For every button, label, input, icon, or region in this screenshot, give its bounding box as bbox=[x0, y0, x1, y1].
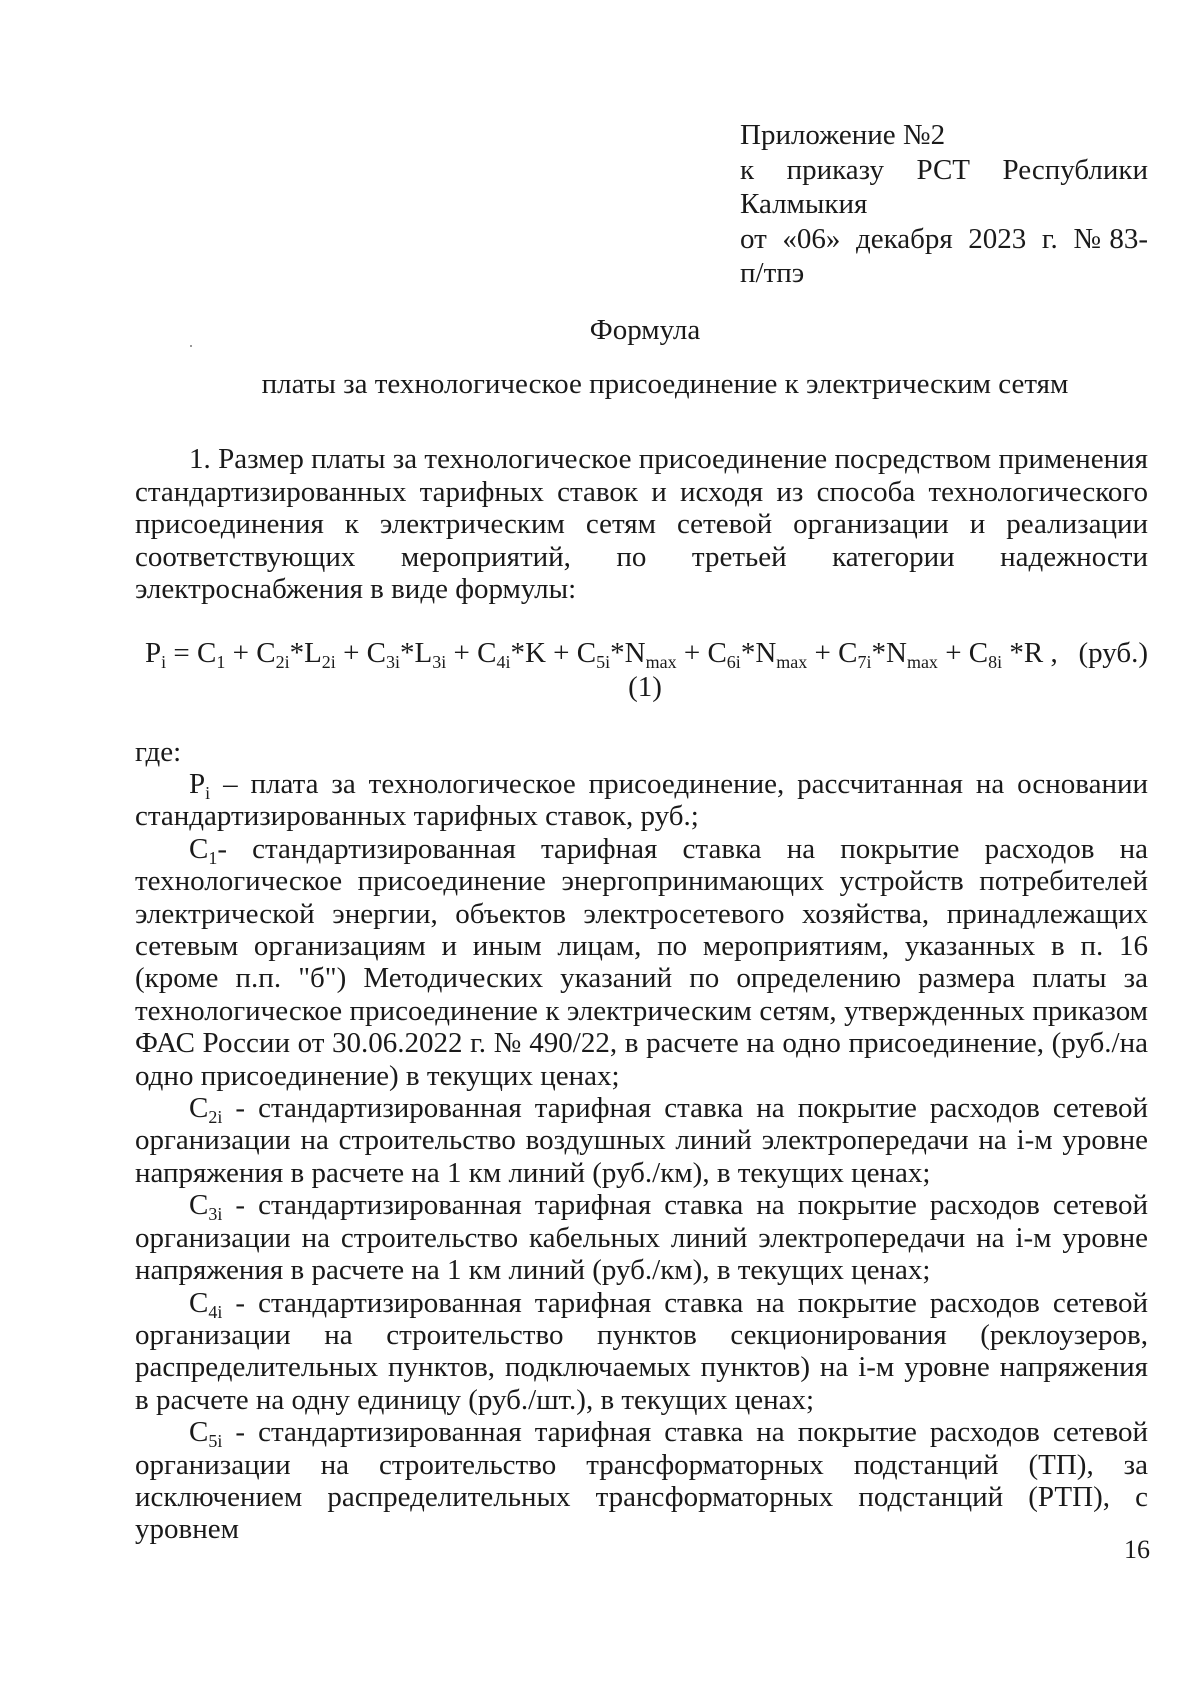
appendix-header bbox=[740, 118, 1148, 291]
document-title: Формула bbox=[589, 314, 701, 346]
definition-item: $C_1-$ стандартизированная тарифная ставка на покрытие расходов на технологическое присоединение энергопринимающих устройств потребителей электрической энергии, объектов электросетевого хозяйства, принадлежащих сетевым организациям и иным лицам, по мероприятиям, указанных в п. 16 (кроме п.п. "б") Методических указаний по определению размера платы за технологическое присоединение к электрическим сетям, утвержденных приказом ФАС России от 30.06.2022 г. № 490/22, в расчете на одно присоединение, (руб./на одно присоединение) в текущих ценах; bbox=[135, 832, 1148, 1092]
order-date-line: от «06» декабря 2023 г. №83- bbox=[740, 222, 1148, 255]
definitions-list bbox=[135, 768, 1148, 1546]
where-label: где: bbox=[135, 736, 182, 768]
intro-section bbox=[135, 443, 1148, 606]
document-subtitle: платы за технологическое присоединение к электрическим сетям bbox=[261, 368, 1069, 400]
formula-number: (1) bbox=[628, 671, 662, 703]
definition-item: $C_{2i}$ - стандартизированная тарифная ставка на покрытие расходов сетевой организации на строительство воздушных линий электропередачи на i-м уровне напряжения в расчете на 1 км линий (руб./км), в текущих ценах; bbox=[135, 1092, 1148, 1189]
formula-unit: (руб.) bbox=[1078, 637, 1148, 669]
formula-expression: $P_i = C_1 + C_{2i}*L_{2i} + C_{3i}*L_{3i} + C_{4i}*K + C_{5i}*N_{max} + C_{6i}*N_{max} + C_{7i}*N_{max} + C_{8i}$ *R , bbox=[145, 637, 1058, 672]
appendix-number: Приложение №2 bbox=[740, 119, 946, 151]
order-suffix-line: п/тпэ bbox=[740, 257, 805, 289]
definition-item: $C_{4i}$ - стандартизированная тарифная ставка на покрытие расходов сетевой организации на строительство пунктов секционирования (реклоузеров, распределительных пунктов, подключаемых пунктов) на i-м уровне напряжения в расчете на одну единицу (руб./шт.), в текущих ценах; bbox=[135, 1286, 1148, 1416]
intro-paragraph: 1. Размер платы за технологическое присоединение посредством применения стандартизированных тарифных ставок и исходя из способа технологического присоединения к электрическим сетям сетевой организации и реализации соответствующих мероприятий, по третьей категории надежности электроснабжения в виде формулы: bbox=[135, 443, 1148, 605]
order-region-line: Калмыкия bbox=[740, 188, 868, 220]
page-number: 16 bbox=[1124, 1535, 1150, 1564]
definition-item: $C_{3i}$ - стандартизированная тарифная ставка на покрытие расходов сетевой организации на строительство кабельных линий электропередачи на i-м уровне напряжения в расчете на 1 км линий (руб./км), в текущих ценах; bbox=[135, 1189, 1148, 1287]
definition-item: $P_i$ – плата за технологическое присоединение, рассчитанная на основании стандартизированных тарифных ставок, руб.; bbox=[135, 768, 1148, 833]
order-reference-line: к приказу РСТ Республики bbox=[740, 153, 1148, 186]
definition-item: $C_{5i}$ - стандартизированная тарифная ставка на покрытие расходов сетевой организации на строительство трансформаторных подстанций (ТП), за исключением распределительных трансформаторных подстанций (РТП), с уровнем bbox=[135, 1416, 1148, 1546]
